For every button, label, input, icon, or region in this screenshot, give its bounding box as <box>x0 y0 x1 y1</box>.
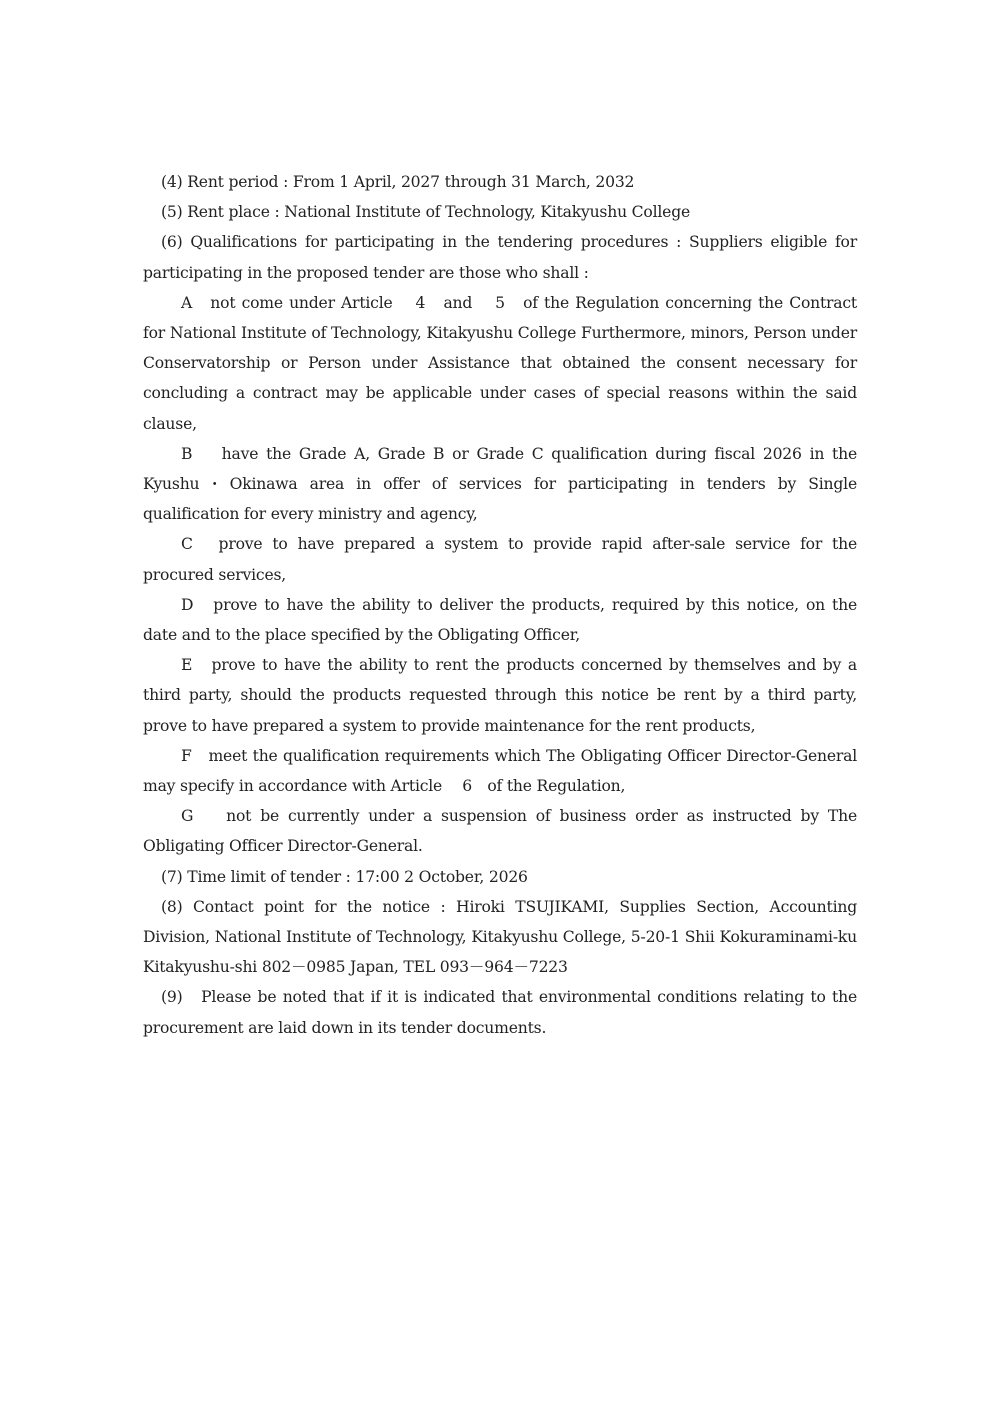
item-marker: F <box>181 746 192 765</box>
paragraph-text: Time limit of tender : 17:00 2 October, 2026 <box>182 867 528 886</box>
item-marker: E <box>181 656 193 675</box>
qualification-item-g <box>143 801 857 861</box>
paragraph-text: Please be noted that if it is indicated that environmental conditions relating to the procurement are laid down in its tender documents. <box>143 988 857 1037</box>
qualification-item-f <box>143 741 857 801</box>
paragraph-qualifications <box>143 227 857 287</box>
paragraph-text: not be currently under a suspension of business order as instructed by The Obligating Officer Director-General. <box>143 807 857 856</box>
paragraph-environmental-note <box>143 982 857 1042</box>
item-marker: C <box>181 535 193 554</box>
paragraph-text: Rent period : From 1 April, 2027 through 31 March, 2032 <box>182 173 635 191</box>
paragraph-text: have the Grade A, Grade B or Grade C qualification during fiscal 2026 in the Kyushu・Okinawa area in offer of services for participating in tenders by Single qualification for every ministry and agency, <box>143 444 857 524</box>
qualification-item-d <box>143 590 857 650</box>
paragraph-text: prove to have the ability to deliver the products, required by this notice, on the date and to the place specified by the Obligating Officer, <box>143 595 857 645</box>
qualification-item-a <box>143 288 857 439</box>
paragraph-rent-period <box>143 167 857 197</box>
item-marker: A <box>181 293 193 312</box>
item-marker: (9) <box>161 988 183 1007</box>
item-marker: (8) <box>161 897 183 916</box>
item-marker: (5) <box>161 203 183 222</box>
qualification-item-c <box>143 529 857 589</box>
paragraph-contact-point <box>143 892 857 983</box>
paragraph-text: not come under Article 4 and 5 of the Regulation concerning the Contract for National Institute of Technology, Kitakyushu College Furthermore, minors, Person under Conservatorship or Person under Assistance that obtained the consent necessary for concluding a contract may be applicable under cases of special reasons within the said clause, <box>143 293 857 433</box>
item-marker: (6) <box>161 233 183 252</box>
item-marker: B <box>181 444 193 463</box>
paragraph-time-limit <box>143 862 857 892</box>
paragraph-text: Rent place : National Institute of Technology, Kitakyushu College <box>182 203 691 222</box>
qualification-item-b <box>143 439 857 530</box>
item-marker: (7) <box>161 867 183 886</box>
paragraph-text: Qualifications for participating in the tendering procedures : Suppliers eligible for participating in the proposed tender are those who shall : <box>143 233 857 282</box>
paragraph-text: prove to have prepared a system to provide rapid after-sale service for the procured services, <box>143 535 857 584</box>
item-marker: D <box>181 595 194 614</box>
document-page <box>143 167 857 1043</box>
item-marker: G <box>181 807 194 826</box>
paragraph-rent-place <box>143 197 857 227</box>
paragraph-text: prove to have the ability to rent the products concerned by themselves and by a third party, should the products requested through this notice be rent by a third party, prove to have prepared a system to provide maintenance for the rent products, <box>143 656 857 735</box>
paragraph-text: meet the qualification requirements which The Obligating Officer Director-General may specify in accordance with Article 6 of the Regulation, <box>143 746 857 796</box>
item-marker: (4) <box>161 173 183 191</box>
paragraph-text: Contact point for the notice : Hiroki TSUJIKAMI, Supplies Section, Accounting Division, National Institute of Technology, Kitakyushu College, 5-20-1 Shii Kokuraminami-ku Kitakyushu-shi 802－0985 Japan, TEL 093－964－7223 <box>143 897 857 977</box>
qualification-item-e <box>143 650 857 741</box>
